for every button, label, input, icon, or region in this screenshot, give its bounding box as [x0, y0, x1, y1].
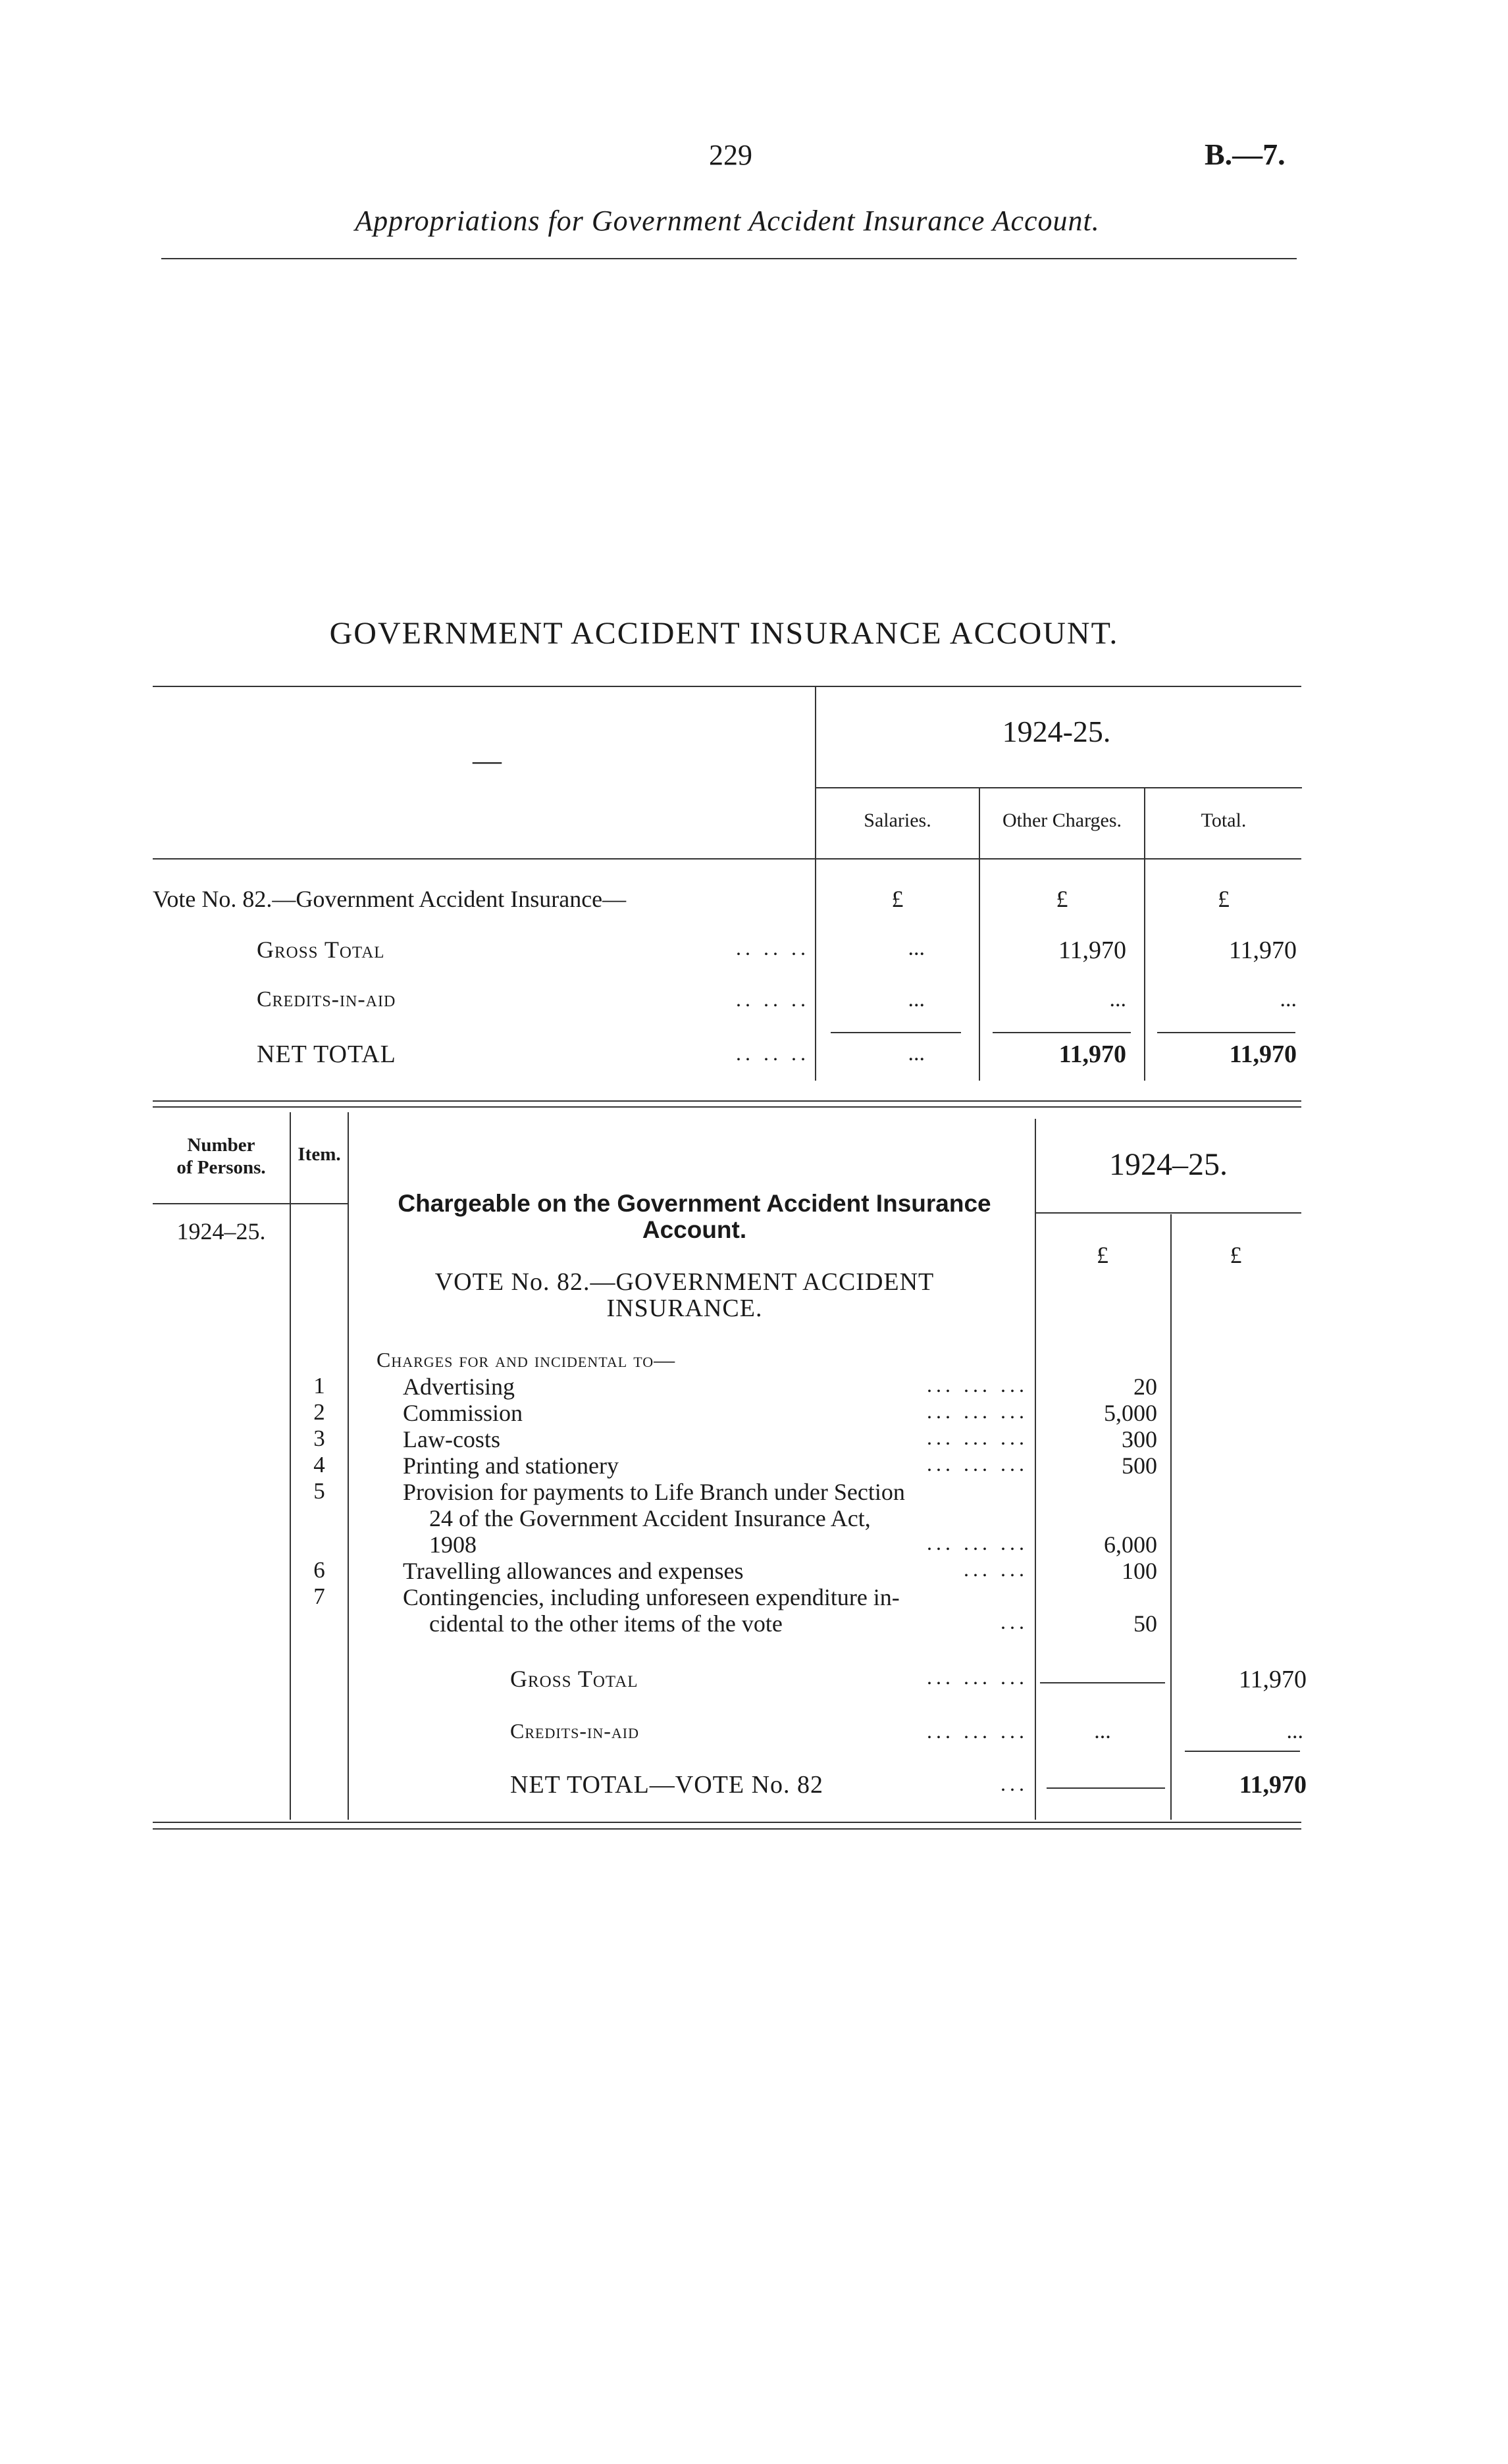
chargeable-heading-2: Account. [642, 1216, 747, 1243]
chargeable-heading-1: Chargeable on the Government Accident Insurance [398, 1190, 991, 1217]
summary-gross-label: Gross Total [257, 937, 385, 963]
item-amount: 6,000 [1104, 1531, 1157, 1558]
item-description: Law-costs [403, 1426, 500, 1452]
item-description: 24 of the Government Accident Insurance Act, [429, 1505, 871, 1531]
detail-pound-1: £ [1097, 1242, 1108, 1268]
summary-net-leader: .. .. .. [736, 1041, 810, 1065]
col-total: Total. [1201, 809, 1247, 831]
vote-heading-2: INSURANCE. [606, 1295, 763, 1322]
charges-heading: Charges for and incidental to— [377, 1348, 676, 1372]
summary-net-salaries: ... [908, 1041, 925, 1065]
item-number: 6 [313, 1557, 325, 1583]
item-leader: ... ... ... [927, 1373, 1028, 1397]
summary-gross-total: 11,970 [1228, 937, 1297, 964]
item-number: 5 [313, 1478, 325, 1504]
detail-net-total: 11,970 [1239, 1771, 1307, 1799]
summary-gross-salaries: ... [908, 936, 925, 960]
detail-pound-2: £ [1230, 1242, 1242, 1268]
detail-gross-total: 11,970 [1238, 1666, 1307, 1693]
detail-credits-label: Credits-in-aid [510, 1719, 639, 1743]
item-amount: 500 [1122, 1452, 1157, 1479]
pound-salaries: £ [891, 886, 904, 912]
item-description: Printing and stationery [403, 1452, 619, 1479]
detail-year-heading: 1924–25. [1109, 1147, 1228, 1182]
detail-credits-amount: ... [1094, 1719, 1111, 1743]
summary-credits-leader: .. .. .. [736, 987, 810, 1011]
page-number: 229 [709, 139, 752, 171]
item-amount: 100 [1122, 1558, 1157, 1584]
running-title: Appropriations for Government Accident Insurance Account. [355, 205, 1100, 237]
detail-net-leader: ... [1001, 1772, 1028, 1795]
item-description: Contingencies, including unforeseen expenditure in- [403, 1584, 900, 1610]
summary-year-heading: 1924-25. [1002, 715, 1111, 748]
item-amount: 50 [1133, 1610, 1157, 1637]
item-description: cidental to the other items of the vote [429, 1610, 783, 1637]
summary-credits-salaries: ... [908, 987, 925, 1012]
hdr-item: Item. [298, 1144, 341, 1165]
item-amount: 300 [1122, 1426, 1157, 1452]
item-number: 2 [313, 1399, 325, 1425]
item-number: 3 [313, 1425, 325, 1451]
summary-gross-other: 11,970 [1058, 937, 1126, 964]
detail-gross-leader: ... ... ... [927, 1665, 1028, 1689]
header-rule [161, 258, 1297, 259]
vote-label: Vote No. 82.—Government Accident Insurance— [153, 886, 627, 912]
item-description: Advertising [403, 1373, 515, 1400]
col-salaries: Salaries. [864, 809, 931, 831]
summary-net-other: 11,970 [1058, 1040, 1126, 1068]
item-leader: ... ... ... [927, 1452, 1028, 1476]
item-description: 1908 [429, 1531, 477, 1558]
pound-other: £ [1056, 886, 1068, 912]
item-leader: ... ... [964, 1557, 1028, 1581]
summary-credits-label: Credits-in-aid [257, 987, 396, 1012]
item-number: 4 [313, 1452, 325, 1477]
detail-net-label: NET TOTAL—VOTE No. 82 [510, 1771, 824, 1799]
persons-year: 1924–25. [176, 1218, 266, 1245]
col-other-charges: Other Charges. [1002, 809, 1122, 831]
item-leader: ... [1001, 1610, 1028, 1633]
summary-gross-leader: .. .. .. [736, 936, 810, 960]
section-title: GOVERNMENT ACCIDENT INSURANCE ACCOUNT. [329, 616, 1119, 651]
summary-dash: — [473, 744, 502, 777]
item-leader: ... ... ... [927, 1531, 1028, 1554]
item-number: 1 [313, 1373, 325, 1399]
hdr-number: Number [187, 1135, 255, 1156]
item-description: Provision for payments to Life Branch under Section [403, 1479, 905, 1505]
summary-net-total: 11,970 [1229, 1040, 1297, 1068]
hdr-persons: of Persons. [176, 1157, 266, 1178]
vote-heading-1: VOTE No. 82.—GOVERNMENT ACCIDENT [434, 1268, 935, 1296]
item-leader: ... ... ... [927, 1425, 1028, 1449]
detail-gross-label: Gross Total [510, 1666, 638, 1692]
item-leader: ... ... ... [927, 1399, 1028, 1423]
item-amount: 5,000 [1104, 1400, 1157, 1426]
detail-credits-total: ... [1286, 1719, 1303, 1743]
summary-credits-other: ... [1109, 987, 1126, 1012]
summary-credits-total: ... [1280, 987, 1297, 1012]
document-reference: B.—7. [1205, 138, 1286, 171]
item-number: 7 [313, 1583, 325, 1609]
detail-credits-leader: ... ... ... [927, 1719, 1028, 1743]
item-description: Travelling allowances and expenses [403, 1558, 744, 1584]
summary-net-label: NET TOTAL [257, 1040, 396, 1068]
item-amount: 20 [1133, 1373, 1157, 1400]
pound-total: £ [1218, 886, 1230, 912]
item-description: Commission [403, 1400, 523, 1426]
